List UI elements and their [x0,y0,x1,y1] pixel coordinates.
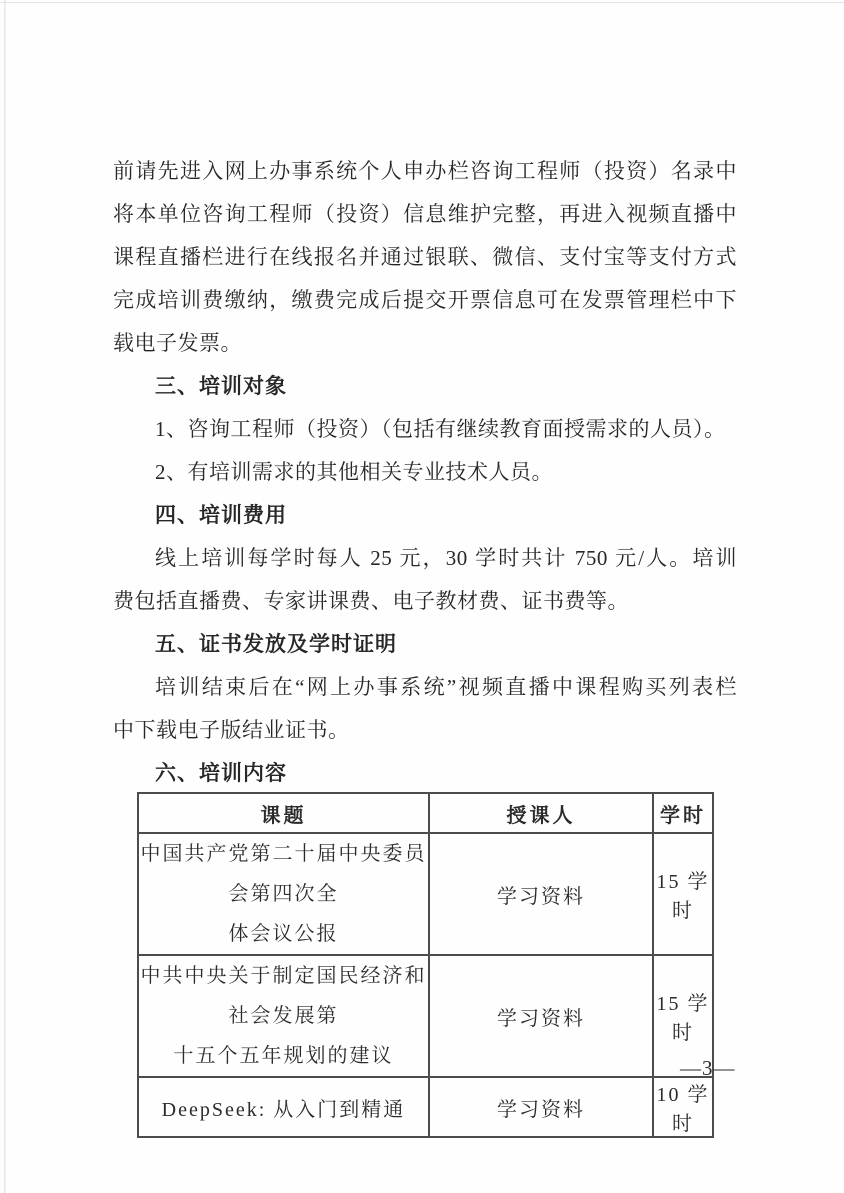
table-header-row [138,793,713,833]
paragraph-line: 课程直播栏进行在线报名并通过银联、微信、支付宝等支付方式 [113,245,737,269]
paragraph-line: 培训结束后在“网上办事系统”视频直播中课程购买列表栏 [155,675,737,699]
list-item: 2、有培训需求的其他相关专业技术人员。 [155,460,553,484]
topic-line: 十五个五年规划的建议 [173,1045,394,1067]
table-row [138,833,713,955]
table-header-lecturer: 授课人 [429,793,653,833]
paragraph-line: 线上培训每学时每人 25 元，30 学时共计 750 元/人。培训 [155,546,737,570]
paragraph-line: 前请先进入网上办事系统个人申办栏咨询工程师（投资）名录中 [113,159,737,183]
section-heading-certificate: 五、证书发放及学时证明 [155,632,397,656]
list-item: 1、咨询工程师（投资）（包括有继续教育面授需求的人员）。 [155,417,726,441]
paragraph-line: 将本单位咨询工程师（投资）信息维护完整，再进入视频直播中 [113,202,737,226]
paragraph-line: 费包括直播费、专家讲课费、电子教材费、证书费等。 [113,589,629,613]
table-header-topic: 课题 [138,793,429,833]
scan-edge-top [0,2,844,3]
topic-line: 体会议公报 [228,923,339,945]
document-body [113,150,737,795]
paragraph-line: 载电子发票。 [113,331,242,355]
scan-edge-left [4,0,6,1193]
table-header-hours: 学时 [653,793,713,833]
section-heading-training-fee: 四、培训费用 [155,503,287,527]
table-cell-topic [138,955,429,1077]
paragraph-line: 完成培训费缴纳，缴费完成后提交开票信息可在发票管理栏中下 [113,288,737,312]
table-cell-lecturer: 学习资料 [429,1077,653,1137]
table-row [138,955,713,1077]
table-cell-hours: 15 学时 [653,833,713,955]
table-cell-lecturer: 学习资料 [429,833,653,955]
page-number: —3— [680,1056,736,1080]
table-row [138,1077,713,1137]
table-cell-hours: 10 学时 [653,1077,713,1137]
table-cell-topic: DeepSeek: 从入门到精通 [138,1077,429,1137]
topic-line: 中共中央关于制定国民经济和社会发展第 [140,965,427,1027]
paragraph-line: 中下载电子版结业证书。 [113,718,350,742]
section-heading-training-content: 六、培训内容 [155,761,287,785]
section-heading-training-targets: 三、培训对象 [155,374,287,398]
topic-line: 中国共产党第二十届中央委员会第四次全 [140,843,427,905]
course-table [137,792,714,1138]
table-cell-hours: 15 学时 [653,955,713,1077]
table-cell-topic [138,833,429,955]
table-cell-lecturer: 学习资料 [429,955,653,1077]
